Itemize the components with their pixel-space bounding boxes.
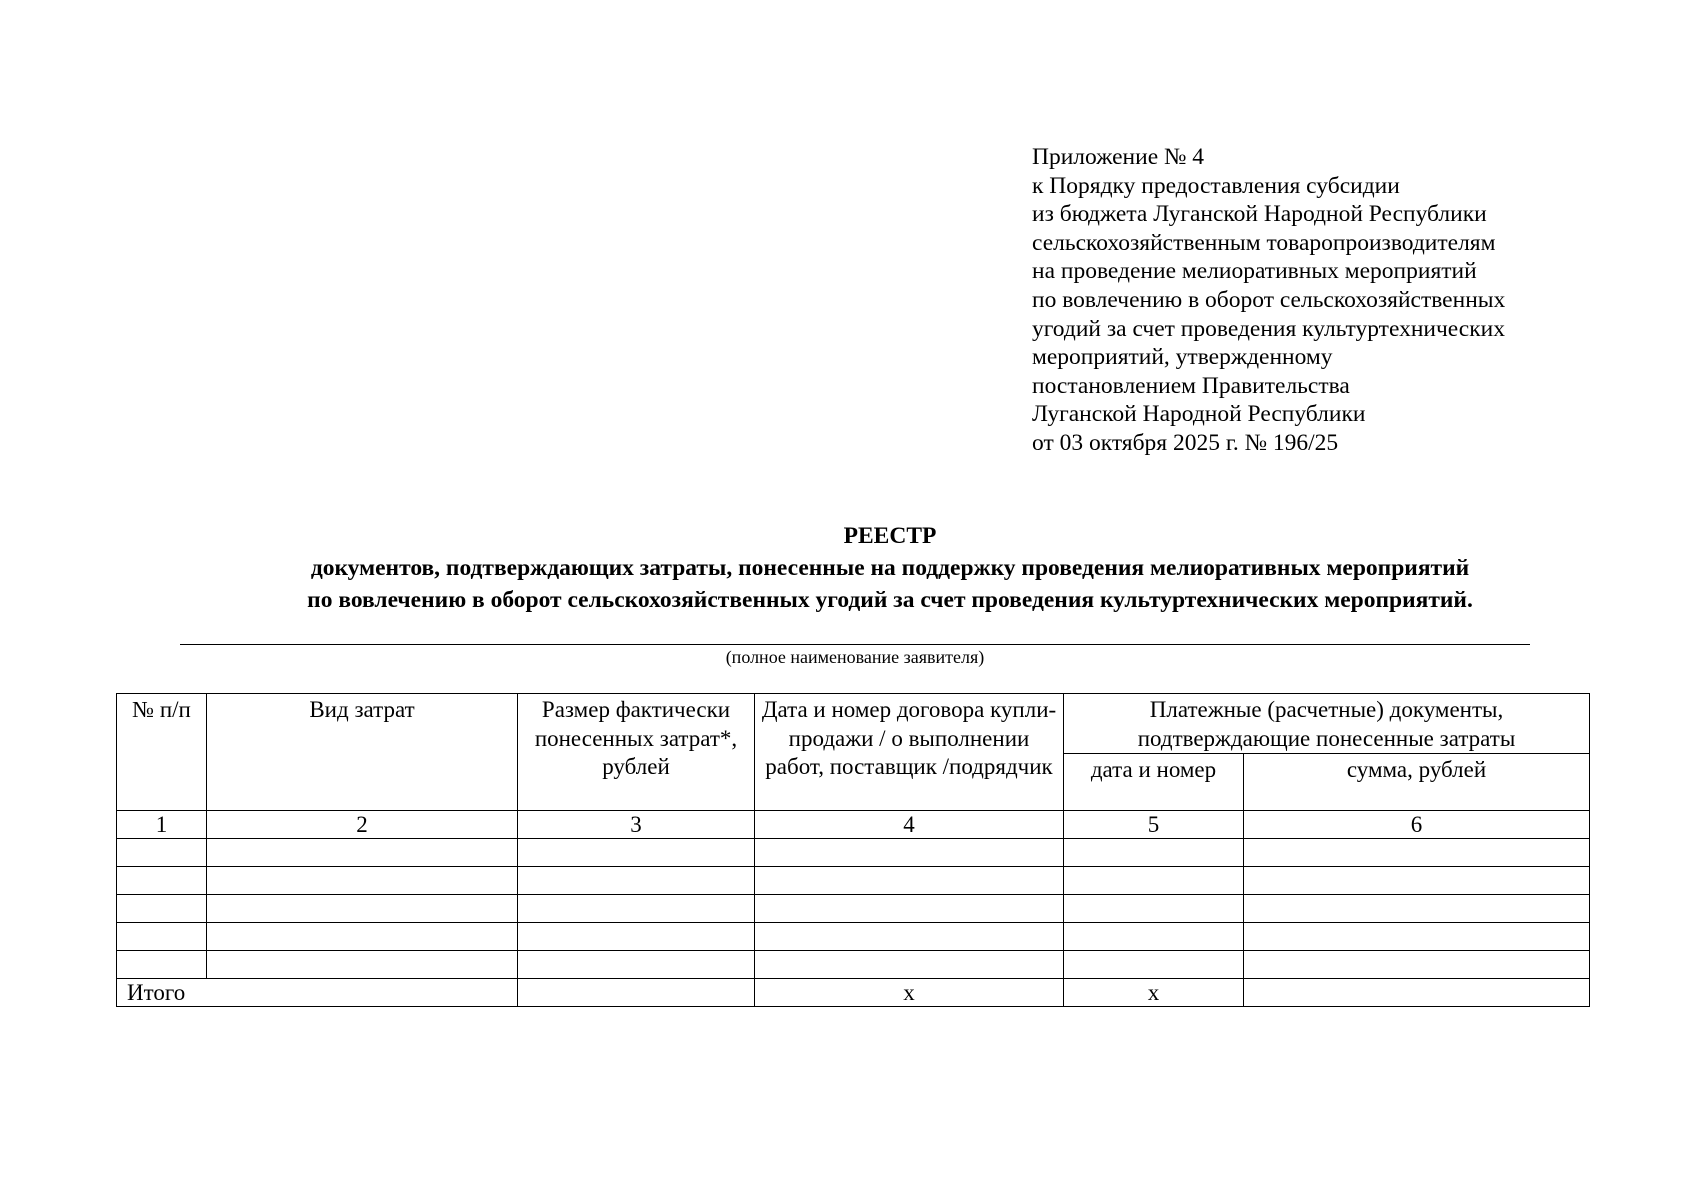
column-number: 4 <box>755 811 1064 839</box>
table-row <box>117 839 1590 867</box>
table-cell <box>755 839 1064 867</box>
appendix-line: мероприятий, утвержденному <box>1032 344 1333 371</box>
table-cell <box>1064 867 1244 895</box>
appendix-line: Луганской Народной Республики <box>1032 401 1366 428</box>
table-cell <box>1244 839 1590 867</box>
column-numbers-row <box>117 811 1590 839</box>
appendix-line: из бюджета Луганской Народной Республики <box>1032 201 1487 228</box>
title-line-2: по вовлечению в оборот сельскохозяйственных угодий за счет проведения культуртехнических мероприятий. <box>307 587 1473 613</box>
total-cell <box>1244 979 1590 1007</box>
column-number: 6 <box>1244 811 1590 839</box>
table-cell <box>207 867 518 895</box>
table-cell <box>518 895 755 923</box>
column-number: 2 <box>207 811 518 839</box>
header-sum: сумма, рублей <box>1244 754 1590 811</box>
table-row <box>117 923 1590 951</box>
appendix-block <box>1032 143 1652 458</box>
table-cell <box>518 867 755 895</box>
table-cell <box>755 923 1064 951</box>
appendix-line: на проведение мелиоративных мероприятий <box>1032 258 1477 285</box>
table-cell <box>755 895 1064 923</box>
total-row <box>117 979 1590 1007</box>
appendix-line: от 03 октября 2025 г. № 196/25 <box>1032 429 1339 456</box>
table-cell <box>518 923 755 951</box>
appendix-line: Приложение № 4 <box>1032 144 1205 170</box>
table-cell <box>117 951 207 979</box>
column-number: 5 <box>1064 811 1244 839</box>
total-cell: х <box>755 979 1064 1007</box>
applicant-name-line <box>180 644 1530 645</box>
table-cell <box>207 923 518 951</box>
header-expense-type: Вид затрат <box>207 694 518 811</box>
table-cell <box>1064 951 1244 979</box>
title-line-1: документов, подтверждающих затраты, понесенные на поддержку проведения мелиоративных мероприятий <box>310 555 1470 581</box>
table-cell <box>1064 895 1244 923</box>
table-cell <box>1064 923 1244 951</box>
document-title <box>0 520 1697 616</box>
table-cell <box>1244 951 1590 979</box>
table-cell <box>755 951 1064 979</box>
table-cell <box>518 839 755 867</box>
appendix-line: сельскохозяйственным товаропроизводителям <box>1032 229 1496 256</box>
title-heading: РЕЕСТР <box>843 523 937 549</box>
table-cell <box>117 923 207 951</box>
table-cell <box>518 951 755 979</box>
table-cell <box>207 839 518 867</box>
table-row <box>117 895 1590 923</box>
total-label: Итого <box>117 979 518 1007</box>
table-cell <box>207 895 518 923</box>
header-date-number: дата и номер <box>1064 754 1244 811</box>
appendix-line: постановлением Правительства <box>1032 372 1350 399</box>
blank-rows <box>117 839 1590 979</box>
table-cell <box>755 867 1064 895</box>
table-cell <box>1064 839 1244 867</box>
total-cell: х <box>1064 979 1244 1007</box>
registry-table <box>116 693 1590 1007</box>
table-row <box>117 951 1590 979</box>
table-cell <box>207 951 518 979</box>
column-number: 1 <box>117 811 207 839</box>
total-cell <box>518 979 755 1007</box>
header-number: № п/п <box>117 694 207 811</box>
table-cell <box>117 867 207 895</box>
header-contract: Дата и номер договора купли-продажи / о выполнении работ, поставщик /подрядчик <box>755 694 1064 811</box>
table-cell <box>1244 895 1590 923</box>
header-row <box>117 694 1590 754</box>
table-cell <box>1244 867 1590 895</box>
table-row <box>117 867 1590 895</box>
appendix-line: угодий за счет проведения культуртехнических <box>1032 315 1505 342</box>
table-cell <box>117 895 207 923</box>
appendix-line: к Порядку предоставления субсидии <box>1032 172 1400 199</box>
table-cell <box>117 839 207 867</box>
appendix-line: по вовлечению в оборот сельскохозяйственных <box>1032 286 1506 313</box>
table-cell <box>1244 923 1590 951</box>
applicant-caption: (полное наименование заявителя) <box>725 647 985 667</box>
header-actual-cost: Размер фактически понесенных затрат*, рублей <box>518 694 755 811</box>
header-payment-documents: Платежные (расчетные) документы, подтверждающие понесенные затраты <box>1064 694 1590 754</box>
column-number: 3 <box>518 811 755 839</box>
